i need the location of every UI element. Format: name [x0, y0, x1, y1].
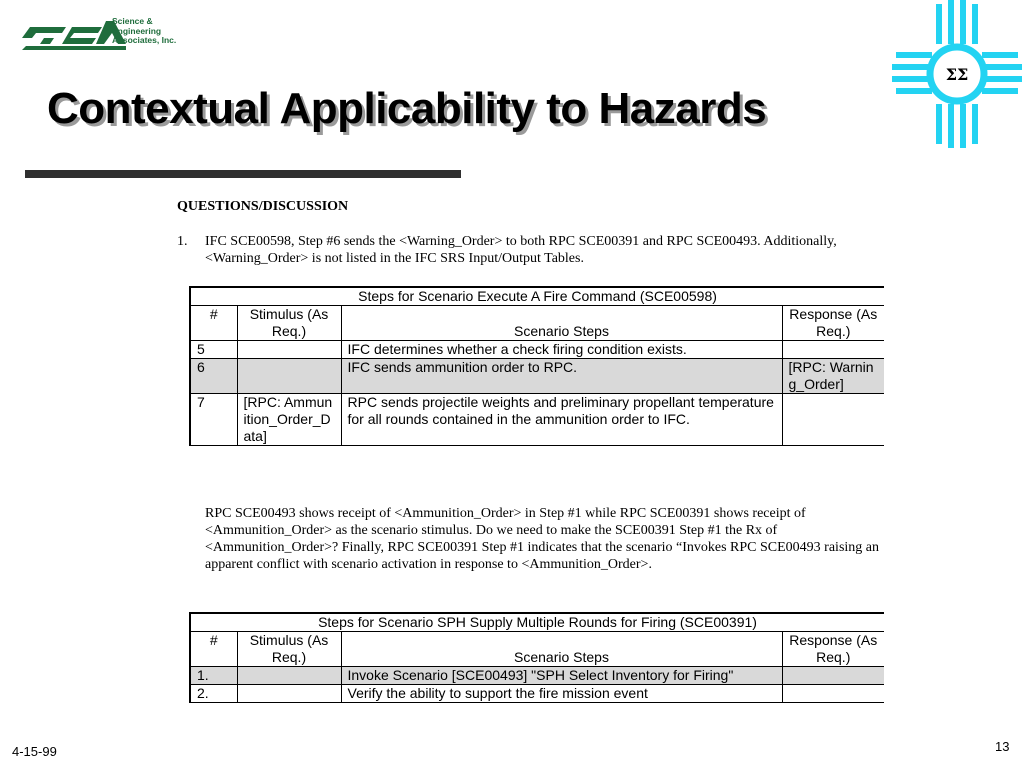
- cell-response: [782, 341, 884, 359]
- cell-response: [782, 667, 884, 685]
- header-stimulus: Stimulus (As Req.): [237, 306, 341, 341]
- header-response: Response (As Req.): [782, 306, 884, 341]
- page-number: 13: [995, 739, 1010, 754]
- zia-sigma-icon: [890, 0, 1024, 148]
- svg-text:ΣΣ: ΣΣ: [945, 65, 969, 84]
- header-response: Response (As Req.): [782, 632, 884, 667]
- footer-date: 4-15-99: [12, 744, 57, 759]
- table-row: [190, 667, 884, 685]
- logo-text-line: Associates, Inc.: [112, 35, 177, 45]
- list-item-number: 1.: [177, 234, 188, 249]
- section-heading: QUESTIONS/DISCUSSION: [177, 199, 349, 214]
- header-steps: Scenario Steps: [341, 632, 782, 667]
- list-item-text: IFC SCE00598, Step #6 sends the <Warning_Order> to both RPC SCE00391 and RPC SCE00493. Additionally, <Warning_Order> is not listed in the IFC SRS Input/Output Tables.: [205, 234, 837, 266]
- cell-step: RPC sends projectile weights and preliminary propellant temperature for all rounds contained in the ammunition order to IFC.: [341, 394, 782, 446]
- cell-num: 2.: [190, 685, 237, 703]
- table-row: [190, 394, 884, 446]
- table-row: [190, 341, 884, 359]
- header-num: #: [190, 306, 237, 341]
- cell-step: Verify the ability to support the fire mission event: [341, 685, 782, 703]
- cell-stimulus: [RPC: Ammunition_Order_Data]: [237, 394, 341, 446]
- cell-response: [782, 685, 884, 703]
- table-caption: Steps for Scenario SPH Supply Multiple Rounds for Firing (SCE00391): [190, 613, 884, 632]
- cell-stimulus: [237, 359, 341, 394]
- header-num: #: [190, 632, 237, 667]
- cell-num: 7: [190, 394, 237, 446]
- cell-step: Invoke Scenario [SCE00493] "SPH Select Inventory for Firing": [341, 667, 782, 685]
- title-divider: [25, 170, 461, 178]
- cell-step: IFC determines whether a check firing condition exists.: [341, 341, 782, 359]
- cell-response: [RPC: Warning_Order]: [782, 359, 884, 394]
- scenario-steps-table-2: [189, 612, 884, 703]
- cell-step: IFC sends ammunition order to RPC.: [341, 359, 782, 394]
- header-steps: Scenario Steps: [341, 306, 782, 341]
- cell-stimulus: [237, 685, 341, 703]
- table-row: [190, 359, 884, 394]
- cell-num: 1.: [190, 667, 237, 685]
- slide-title: Contextual Applicability to Hazards: [47, 84, 767, 133]
- cell-num: 6: [190, 359, 237, 394]
- cell-num: 5: [190, 341, 237, 359]
- logo-text-line: Engineering: [112, 25, 162, 36]
- discussion-paragraph: RPC SCE00493 shows receipt of <Ammunition_Order> in Step #1 while RPC SCE00391 shows receipt of <Ammunition_Order> as the scenario stimulus. Do we need to make the SCE00391 Step #1 the Rx of <Ammunition_Order>? Finally, RPC SCE00391 Step #1 indicates that the scenario “Invokes RPC SCE00493 raising an apparent conflict with scenario activation in response to <Ammunition_Order>.: [205, 506, 879, 572]
- header-stimulus: Stimulus (As Req.): [237, 632, 341, 667]
- logo-text-line: Science &: [112, 16, 153, 26]
- cell-response: [782, 394, 884, 446]
- logo-text: [112, 17, 176, 46]
- table-caption: Steps for Scenario Execute A Fire Command (SCE00598): [190, 287, 884, 306]
- cell-stimulus: [237, 341, 341, 359]
- cell-stimulus: [237, 667, 341, 685]
- table-row: [190, 685, 884, 703]
- scenario-steps-table-1: [189, 286, 884, 446]
